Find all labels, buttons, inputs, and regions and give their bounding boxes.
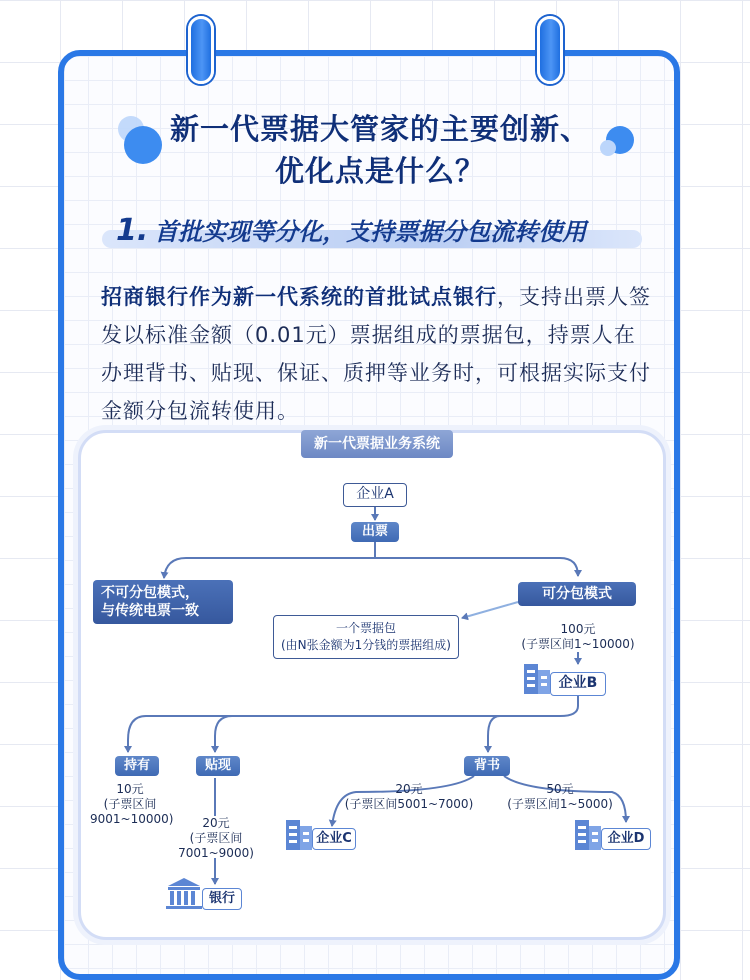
endorse-tag: 背书 — [464, 756, 510, 776]
hold-note: 10元 (子票区间 9001~10000) — [90, 782, 174, 826]
endorse-c-note: 20元 (子票区间5001~7000) — [344, 782, 474, 811]
paragraph-rest: ，支持出票人签发以标准金额（0.01元）票据组成的票据包，持票人在办理背书、贴现、保证、质押等业务时，可根据实际支付金额分包流转使用。 — [101, 285, 651, 423]
issue-tag: 出票 — [351, 522, 399, 542]
system-title-tag: 新一代票据业务系统 — [301, 430, 453, 458]
enterprise-d-box: 企业D — [601, 828, 651, 850]
bank-box: 银行 — [202, 888, 242, 910]
discount-tag: 贴现 — [196, 756, 240, 776]
discount-note: 20元 (子票区间 7001~9000) — [178, 816, 254, 860]
enterprise-b-box: 企业B — [550, 672, 606, 696]
amount-b-note: 100元 (子票区间1~10000) — [521, 622, 635, 651]
endorse-d-note: 50元 (子票区间1~5000) — [507, 782, 613, 811]
package-box: 一个票据包 (由N张金额为1分钱的票据组成) — [273, 615, 459, 659]
non-split-mode-tag: 不可分包模式， 与传统电票一致 — [93, 580, 233, 624]
enterprise-a-box: 企业A — [343, 483, 407, 507]
enterprise-c-box: 企业C — [312, 828, 356, 850]
paragraph-bold: 招商银行作为新一代系统的首批试点银行 — [101, 285, 497, 309]
split-mode-tag: 可分包模式 — [518, 582, 636, 606]
hold-tag: 持有 — [115, 756, 159, 776]
title-line-2: 优化点是什么？ — [274, 154, 485, 188]
section-number: 1. — [116, 213, 149, 248]
section-heading-text: 首批实现等分化，支持票据分包流转使用 — [154, 218, 587, 246]
title-line-1: 新一代票据大管家的主要创新、 — [169, 112, 590, 146]
